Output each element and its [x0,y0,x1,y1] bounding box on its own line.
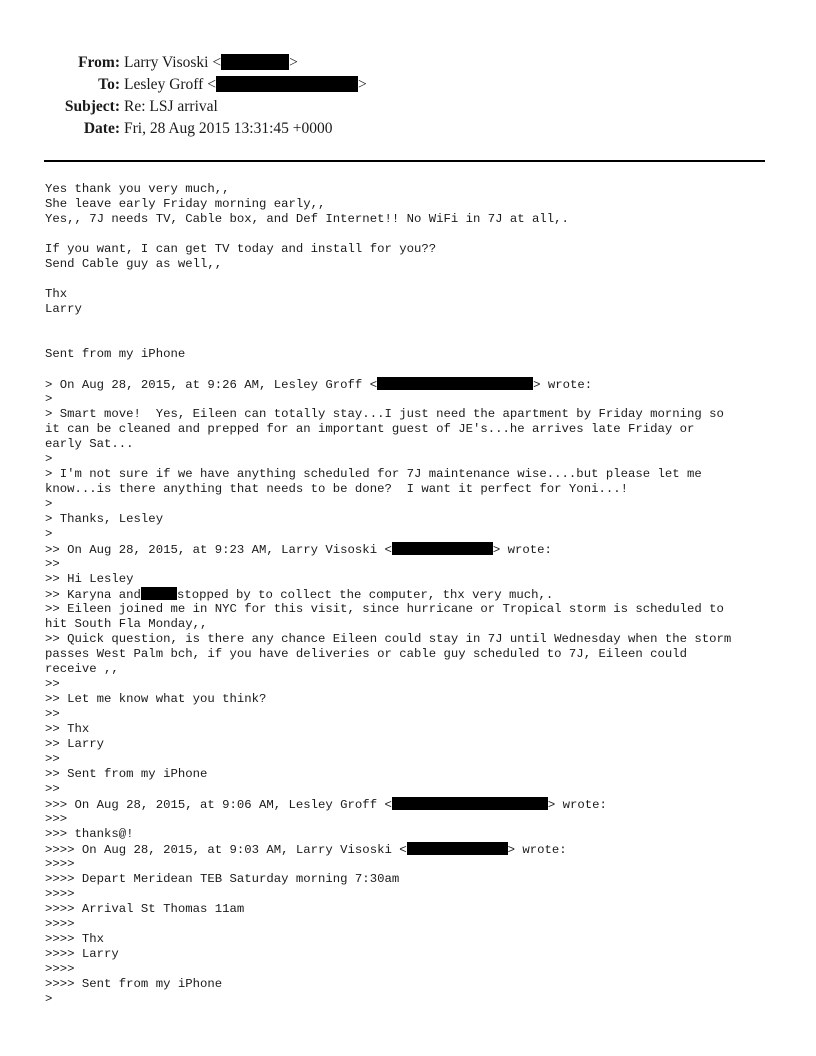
body-line: Sent from my iPhone [45,347,186,361]
body-line: Yes thank you very much,, [45,182,230,196]
body-line-redacted [45,587,780,602]
body-line: >> Thx [45,722,90,736]
redaction-box [216,76,358,92]
body-line: it can be cleaned and prepped for an important guest of JE's...he arrives late Friday or [45,422,695,436]
redaction-box [141,587,177,600]
quoted-header-line [45,842,780,857]
redaction-box [407,842,508,855]
body-line: She leave early Friday morning early,, [45,197,326,211]
quoted-header-text: >> On Aug 28, 2015, at 9:23 AM, Larry Visoski < [45,543,392,557]
body-line: >>>> [45,962,75,976]
body-line: >> Hi Lesley [45,572,134,586]
blank-line [45,332,780,347]
blank-line [45,362,780,377]
body-line: Yes,, 7J needs TV, Cable box, and Def Internet!! No WiFi in 7J at all,. [45,212,569,226]
body-line: > [45,392,53,406]
body-line: > [45,452,53,466]
quoted-header-suffix: > wrote: [507,843,567,857]
body-line: If you want, I can get TV today and install for you?? [45,242,437,256]
body-line: receive ,, [45,662,119,676]
body-line: >>> [45,812,68,826]
quoted-header-line [45,377,780,392]
header-divider [44,160,765,162]
quoted-header-line [45,542,780,557]
body-line: > Smart move! Yes, Eileen can totally stay...I just need the apartment by Friday morning so [45,407,724,421]
blank-line [45,317,780,332]
body-line: >>>> [45,887,75,901]
redaction-box [377,377,533,390]
subject-value: Re: LSJ arrival [124,98,218,115]
from-value: Larry Visoski < > [124,54,298,71]
quoted-header-text: > On Aug 28, 2015, at 9:26 AM, Lesley Groff < [45,378,378,392]
body-line: >> [45,677,60,691]
body-line: know...is there anything that needs to be done? I want it perfect for Yoni...! [45,482,628,496]
body-line: > [45,992,53,1006]
quoted-header-suffix: > wrote: [547,798,607,812]
body-line: >>>> Larry [45,947,119,961]
email-body [45,182,780,1007]
body-line: >>>> Depart Meridean TEB Saturday morning 7:30am [45,872,400,886]
redaction-box [392,797,548,810]
body-line: > [45,527,53,541]
body-line: >>>> [45,917,75,931]
quoted-header-text: >>> On Aug 28, 2015, at 9:06 AM, Lesley Groff < [45,798,392,812]
date-label: Date: [83,120,120,137]
body-line: >> Let me know what you think? [45,692,267,706]
body-line: > [45,497,53,511]
to-name: Lesley Groff < [124,76,216,93]
body-line: early Sat... [45,437,134,451]
to-value: Lesley Groff < > [124,76,367,93]
blank-line [45,272,780,287]
body-line: >> Sent from my iPhone [45,767,208,781]
body-line: >> [45,707,60,721]
body-line: > Thanks, Lesley [45,512,164,526]
quoted-header-suffix: > wrote: [492,543,552,557]
body-line: > I'm not sure if we have anything scheduled for 7J maintenance wise....but please let me [45,467,702,481]
body-line: hit South Fla Monday,, [45,617,208,631]
body-line: >> Eileen joined me in NYC for this visit, since hurricane or Tropical storm is scheduled to [45,602,724,616]
body-line: >> [45,782,60,796]
body-text: >> Karyna and [45,588,141,602]
body-line: Send Cable guy as well,, [45,257,223,271]
subject-label: Subject: [64,98,120,115]
body-line: >>>> Thx [45,932,105,946]
body-line: >>>> Sent from my iPhone [45,977,223,991]
blank-line [45,227,780,242]
redaction-box [392,542,493,555]
body-line: passes West Palm bch, if you have deliveries or cable guy scheduled to 7J, Eileen could [45,647,688,661]
date-value: Fri, 28 Aug 2015 13:31:45 +0000 [124,120,333,137]
body-line: >>>> [45,857,75,871]
body-line: >> Larry [45,737,105,751]
body-line: >> [45,752,60,766]
to-label: To: [98,76,120,93]
from-name: Larry Visoski < [124,54,222,71]
quoted-header-text: >>>> On Aug 28, 2015, at 9:03 AM, Larry Visoski < [45,843,407,857]
body-text: stopped by to collect the computer, thx very much,. [176,588,554,602]
body-line: >>>> Arrival St Thomas 11am [45,902,245,916]
body-line: >>> thanks@! [45,827,134,841]
body-line: >> [45,557,60,571]
body-line: Larry [45,302,82,316]
redaction-box [221,54,289,70]
body-line: >> Quick question, is there any chance Eileen could stay in 7J until Wednesday when the storm [45,632,732,646]
from-label: From: [78,54,120,71]
body-line: Thx [45,287,68,301]
quoted-header-suffix: > wrote: [533,378,593,392]
quoted-header-line [45,797,780,812]
